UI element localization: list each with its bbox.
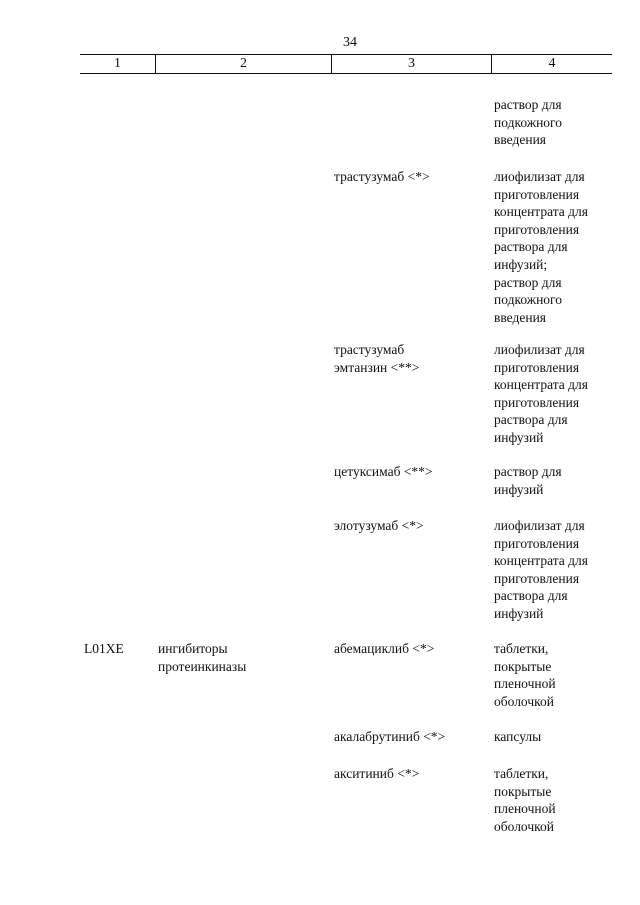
column-header-4: 4: [491, 55, 612, 73]
dosage-form-cell: лиофилизат для приготовления концентрата для приготовления раствора для инфузий: [494, 342, 588, 445]
drug-name-cell: акситиниб <*>: [334, 766, 420, 781]
dosage-form-cell: раствор для подкожного введения: [494, 97, 562, 148]
dosage-form-cell: таблетки, покрытые пленочной оболочкой: [494, 766, 556, 834]
dosage-form-cell: капсулы: [494, 729, 542, 744]
table-column-headers: [80, 54, 612, 74]
column-header-1: 1: [114, 56, 121, 71]
dosage-form-cell: раствор для инфузий: [494, 464, 562, 497]
column-header-3: 3: [331, 55, 491, 73]
drug-name-cell: цетуксимаб <**>: [334, 464, 433, 479]
dosage-form-cell: лиофилизат для приготовления концентрата для приготовления раствора для инфузий; раствор для подкожного введения: [494, 169, 588, 325]
pharmacological-group-cell: ингибиторы протеинкиназы: [158, 641, 247, 674]
dosage-form-cell: лиофилизат для приготовления концентрата для приготовления раствора для инфузий: [494, 518, 588, 621]
drug-name-cell: трастузумаб эмтанзин <**>: [334, 342, 420, 375]
drug-name-cell: трастузумаб <*>: [334, 169, 430, 184]
drug-name-cell: абемациклиб <*>: [334, 641, 435, 656]
column-header-2: 2: [155, 55, 331, 73]
page-number: 34: [343, 35, 357, 50]
dosage-form-cell: таблетки, покрытые пленочной оболочкой: [494, 641, 556, 709]
atc-code-cell: L01XE: [84, 641, 124, 656]
drug-name-cell: акалабрутиниб <*>: [334, 729, 446, 744]
drug-name-cell: элотузумаб <*>: [334, 518, 424, 533]
